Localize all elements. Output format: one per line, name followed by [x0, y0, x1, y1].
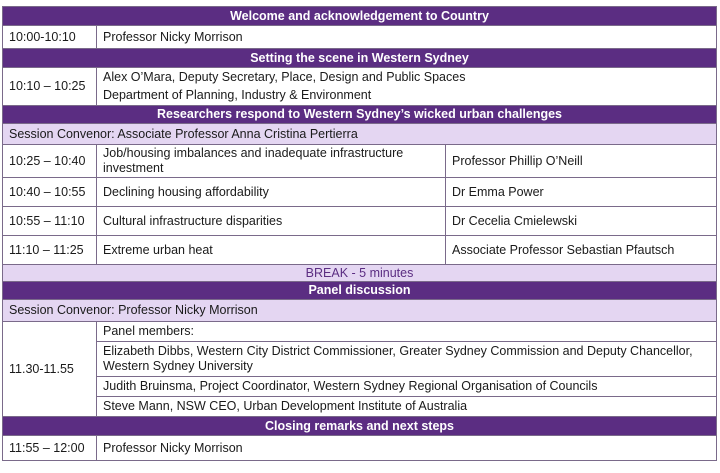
panel-row	[3, 322, 717, 417]
time-cell: 10:25 – 10:40	[3, 145, 97, 178]
panel-member: Judith Bruinsma, Project Coordinator, Western Sydney Regional Organisation of Councils	[97, 376, 716, 396]
speaker-cell: Professor Nicky Morrison	[97, 26, 717, 49]
speaker-cell: Dr Cecelia Cmielewski	[446, 207, 717, 236]
topic-cell: Job/housing imbalances and inadequate infrastructure investment	[97, 145, 446, 178]
section-header-panel	[3, 282, 717, 300]
section-heading: Panel discussion	[3, 282, 717, 300]
topic-cell: Cultural infrastructure disparities	[97, 207, 446, 236]
panel-member: Elizabeth Dibbs, Western City District Commissioner, Greater Sydney Commission and Deputy Chancellor, Western Sydney University	[97, 341, 716, 376]
speaker-line: Alex O’Mara, Deputy Secretary, Place, Design and Public Spaces	[103, 70, 466, 84]
table-row	[3, 236, 717, 265]
speaker-cell: Associate Professor Sebastian Pfautsch	[446, 236, 717, 265]
session-convenor: Session Convenor: Associate Professor Anna Cristina Pertierra	[3, 124, 717, 145]
panel-members-label: Panel members:	[103, 324, 195, 338]
table-row	[3, 145, 717, 178]
session-convenor: Session Convenor: Professor Nicky Morrison	[3, 300, 717, 322]
time-cell: 10:55 – 11:10	[3, 207, 97, 236]
time-cell: 10:10 – 10:25	[3, 68, 97, 106]
convenor-row	[3, 124, 717, 145]
time-cell: 11.30-11.55	[3, 322, 97, 417]
table-row	[3, 207, 717, 236]
topic-cell: Extreme urban heat	[97, 236, 446, 265]
table-row	[3, 26, 717, 49]
table-row	[3, 68, 717, 106]
panel-member: Steve Mann, NSW CEO, Urban Development Institute of Australia	[97, 396, 716, 416]
time-cell: 11:55 – 12:00	[3, 436, 97, 461]
table-row	[3, 436, 717, 461]
speaker-cell: Professor Nicky Morrison	[97, 436, 717, 461]
time-cell: 10:00-10:10	[3, 26, 97, 49]
speaker-cell	[97, 68, 717, 106]
section-header-researchers	[3, 106, 717, 124]
topic-cell: Declining housing affordability	[97, 178, 446, 207]
section-heading: Closing remarks and next steps	[3, 417, 717, 436]
program-table	[2, 6, 717, 461]
convenor-row	[3, 300, 717, 322]
break-row	[3, 265, 717, 282]
speaker-cell: Dr Emma Power	[446, 178, 717, 207]
section-header-scene	[3, 49, 717, 68]
time-cell: 10:40 – 10:55	[3, 178, 97, 207]
section-heading: Welcome and acknowledgement to Country	[3, 7, 717, 26]
section-heading: Setting the scene in Western Sydney	[3, 49, 717, 68]
speaker-cell: Professor Phillip O’Neill	[446, 145, 717, 178]
break-label: BREAK - 5 minutes	[3, 265, 717, 282]
section-header-closing	[3, 417, 717, 436]
section-header-welcome	[3, 7, 717, 26]
panel-members-cell	[97, 322, 717, 417]
time-cell: 11:10 – 11:25	[3, 236, 97, 265]
speaker-line: Department of Planning, Industry & Environment	[103, 88, 372, 102]
table-row	[3, 178, 717, 207]
section-heading: Researchers respond to Western Sydney’s wicked urban challenges	[3, 106, 717, 124]
